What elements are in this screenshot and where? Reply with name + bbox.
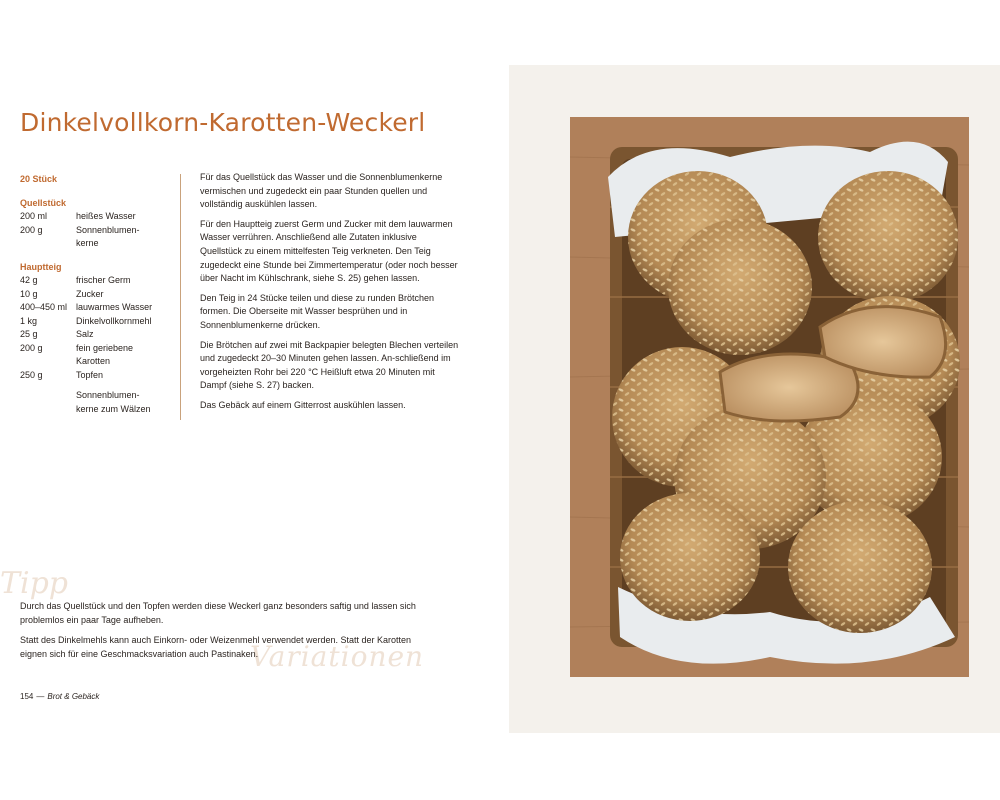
ingredient-amount: 200 g	[20, 342, 43, 353]
ingredient-amount: 25 g	[20, 329, 38, 339]
recipe-title: Dinkelvollkorn-Karotten-Weckerl	[20, 108, 426, 137]
ingredient-row	[20, 389, 185, 416]
bread-rolls-photo	[570, 117, 969, 677]
ingredient-row	[20, 301, 185, 315]
ingredient-amount: 200 ml	[20, 211, 48, 221]
ingredient-name: fein geriebene Karotten	[76, 342, 134, 366]
ingredient-name: Dinkelvollkornmehl	[76, 315, 152, 326]
instruction-step: Die Brötchen auf zwei mit Backpapier belegten Blechen verteilen und zugedeckt 20–30 Minuten gehen lassen. An-schließend im vorgeheizten Rohr bei 220 °C Heißluft etwa 20 Minuten mit Dampf (siehe S. 27) backen.	[200, 339, 459, 391]
ingredient-amount: 10 g	[20, 288, 38, 299]
ingredient-row	[20, 369, 185, 383]
ingredient-name: Sonnenblumen-kerne	[76, 224, 140, 248]
ingredient-name: Topfen	[76, 369, 104, 380]
tips-box	[20, 599, 440, 667]
ingredient-amount: 400–450 ml	[20, 302, 68, 312]
ingredient-name: heißes Wasser	[76, 211, 136, 221]
instruction-list	[200, 171, 460, 419]
ingredient-section-quellstueck	[20, 197, 185, 251]
ingredient-row	[20, 288, 185, 302]
ingredient-row	[20, 274, 185, 288]
instruction-step: Das Gebäck auf einem Gitterrost auskühlen lassen.	[200, 399, 406, 410]
ingredient-heading: Quellstück	[20, 197, 67, 208]
ingredient-name: lauwarmes Wasser	[76, 302, 153, 312]
instruction-step: Den Teig in 24 Stücke teilen und diese zu runden Brötchen formen. Die Oberseite mit Wasser besprühen und in Sonnenblumenkerne drücken.	[200, 292, 434, 330]
ingredient-section-hauptteig	[20, 261, 185, 417]
ingredient-name: Zucker	[76, 288, 104, 299]
page-footer	[20, 692, 99, 701]
variation-text: Statt des Dinkelmehls kann auch Einkorn- oder Weizenmehl verwendet werden. Statt der Karotten eignen sich für eine Geschmacksvariation auch Pastinaken.	[20, 635, 412, 659]
ingredient-amount: 250 g	[20, 369, 43, 380]
ingredient-row	[20, 342, 185, 369]
ingredient-amount	[20, 389, 76, 416]
ingredient-amount: 1 kg	[20, 315, 38, 326]
ingredient-amount: 200 g	[20, 224, 43, 235]
instruction-step: Für den Hauptteig zuerst Germ und Zucker mit dem lauwarmen Wasser verrühren. Anschließend alle Zutaten inklusive Quellstück zu einem mittelfesten Teig verkneten. Den Teig zugedeckt eine Stunde bei Zimmertemperatur (oder noch besser über Nacht im Kühlschrank, siehe S. 25) gehen lassen.	[200, 218, 458, 284]
tipp-script-heading: Tipp	[0, 566, 69, 601]
instruction-step: Für das Quellstück das Wasser und die Sonnenblumenkerne vermischen und zugedeckt ein paar Stunden quellen und vollständig auskühlen lassen.	[200, 172, 443, 210]
bread-basket-illustration	[570, 117, 969, 677]
ingredient-row	[20, 328, 185, 342]
ingredient-name: Salz	[76, 329, 94, 339]
variationen-script-heading: Variationen	[250, 640, 425, 673]
recipe-yield: 20 Stück	[20, 174, 58, 184]
ingredient-row	[20, 315, 185, 329]
page-number: 154	[20, 692, 34, 701]
ingredient-name: Sonnenblumen-kerne zum Wälzen	[76, 390, 151, 414]
section-name: Brot & Gebäck	[47, 692, 100, 701]
ingredient-heading: Hauptteig	[20, 261, 62, 272]
footer-separator: —	[36, 692, 45, 701]
ingredient-list	[20, 173, 185, 416]
ingredient-row	[20, 210, 185, 224]
tip-text: Durch das Quellstück und den Topfen werden diese Weckerl ganz besonders saftig und lassen sich problemlos ein paar Tage aufheben.	[20, 601, 416, 625]
column-divider	[180, 174, 181, 420]
ingredient-name: frischer Germ	[76, 275, 131, 285]
ingredient-amount: 42 g	[20, 275, 38, 285]
ingredient-row	[20, 224, 185, 251]
